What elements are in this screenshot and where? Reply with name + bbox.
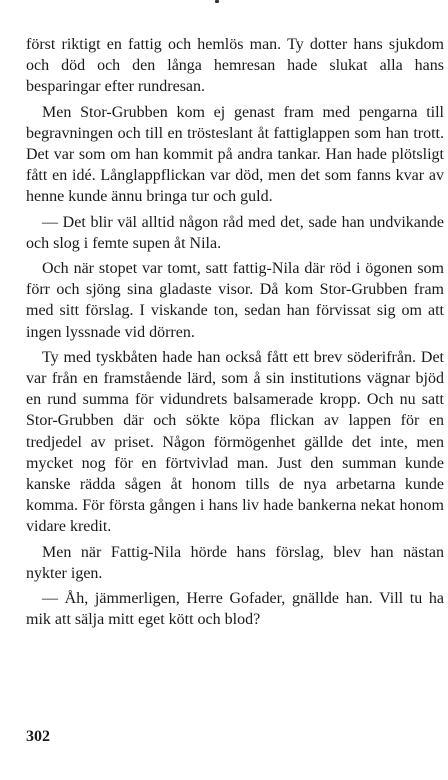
paragraph-1: först riktigt en fattig och hemlös man. Ty dotter hans sjukdom och död och den långa hemresan hade slukat alla hans besparingar efter rundresan.: [26, 36, 444, 96]
paragraph-7: — Åh, jämmerligen, Herre Gofader, gnällde han. Vill tu ha mik att sälja mitt eget kött och blod?: [26, 590, 444, 629]
page-body: [26, 34, 444, 634]
paragraph-5: Ty med tyskbåten hade han också fått ett brev söderifrån. Det var från en framstående lärd, som å sin institutions vägnar bjöd en rund summa för vidundrets balsamerade kropp. Och nu satt Stor-Grubben där och sökte köpa flickan av lappen för en tredjedel av priset. Någon förmögenhet gällde det inte, men mycket nog för en förtvivlad man. Just den summan kunde kanske rädda sågen åt honom tills de nya arbetarna kunde komma. För första gången i hans liv hade bankerna nekat honom vidare kredit.: [26, 348, 444, 536]
print-mark: [215, 0, 219, 3]
paragraph-6: Men när Fattig-Nila hörde hans förslag, blev han nästan nykter igen.: [26, 543, 444, 582]
paragraph-2: Men Stor-Grubben kom ej genast fram med pengarna till begravningen och till en trösteslant åt fattiglappen som han trott. Det var som om han kommit på andra tankar. Han hade plötsligt fått en idé. Långlappflickan var död, men det som fanns kvar av henne kunde ännu bringa tur och guld.: [26, 103, 444, 206]
paragraph-4: Och när stopet var tomt, satt fattig-Nila där röd i ögonen som förr och sjöng sina gladaste visor. Då kom Stor-Grubben fram med sitt förslag. I viskande ton, sedan han förvissat sig om att ingen lyssnade vid dörren.: [26, 260, 444, 341]
paragraph-3: — Det blir väl alltid någon råd med det, sade han undvikande och slog i femte supen åt Nila.: [26, 213, 444, 252]
page-number: 302: [26, 728, 50, 745]
